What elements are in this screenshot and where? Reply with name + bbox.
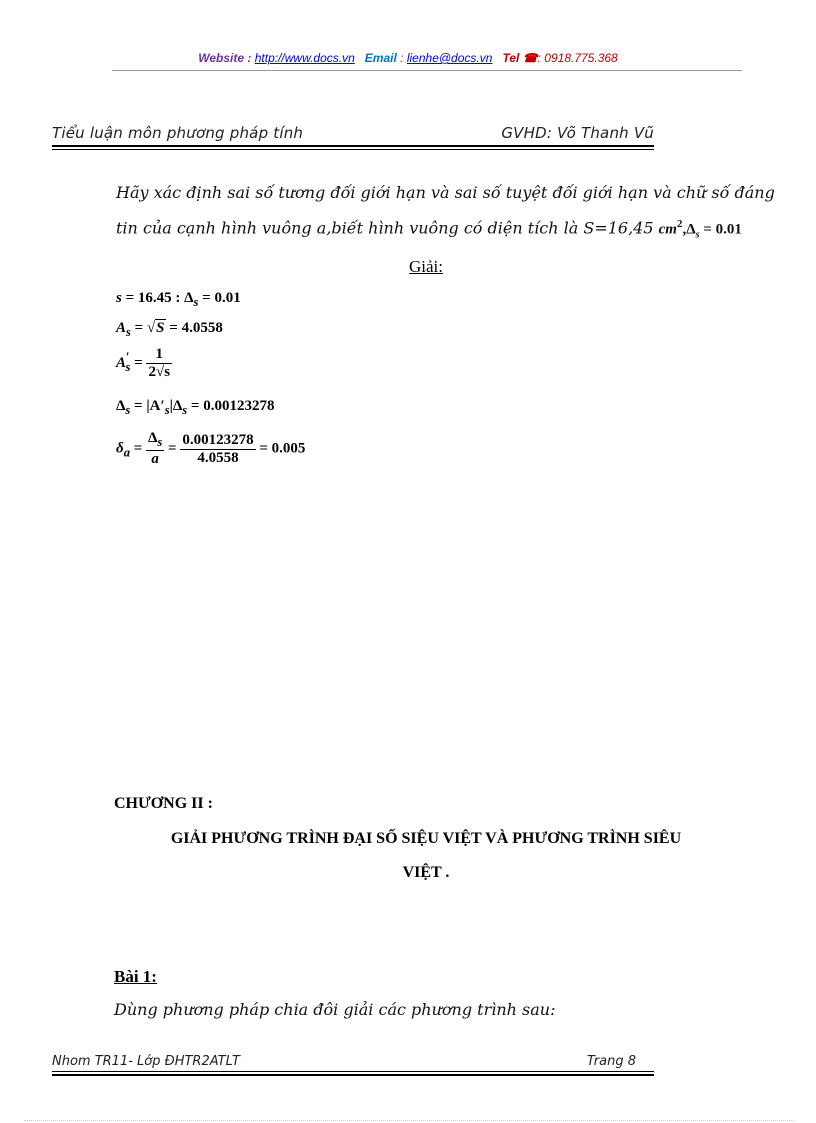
eq5-f1-denominator	[146, 451, 164, 468]
eq2-sub: s	[126, 325, 131, 339]
eq3-prime: ′	[126, 349, 130, 364]
eq3-eq: =	[130, 354, 143, 371]
chapter-label: CHƯƠNG II :	[114, 795, 213, 812]
eq4-mid-sub: s	[164, 403, 170, 417]
email-separator: :	[400, 51, 404, 65]
header-instructor: GVHD: Võ Thanh Vũ	[501, 124, 654, 142]
exercise-instruction: Dùng phương pháp chia đôi giải các phương trình sau:	[114, 1000, 556, 1019]
eq1-s: s	[116, 290, 122, 306]
footer-group-class: Nhom TR11- Lớp ĐHTR2ATLT	[52, 1054, 240, 1069]
header-rule-thin	[52, 149, 654, 150]
eq5-f1-num-sub: s	[157, 435, 163, 449]
eq3-sub: s	[125, 359, 131, 374]
website-label: Website :	[198, 51, 252, 65]
eq4-value: = 0.00123278	[187, 398, 275, 414]
equation-1	[116, 290, 241, 310]
email-link[interactable]: lienhe@docs.vn	[406, 51, 493, 65]
eq5-delta: δ	[116, 440, 124, 457]
eq5-f1-den-a: a	[151, 451, 159, 467]
eq1-sub: s	[193, 295, 199, 309]
solution-heading: Giải:	[409, 257, 443, 276]
eq3-denominator: 2√s	[148, 364, 171, 380]
area-unit: cm	[658, 221, 677, 238]
website-link[interactable]: http://www.docs.vn	[254, 51, 355, 65]
problem-line-2-text: tin của cạnh hình vuông a,biết hình vuông có diện tích là S=16,45	[116, 218, 654, 238]
eq1-value: = 0.01	[198, 290, 241, 306]
phone-icon: ☎	[522, 51, 538, 65]
page-edge-dotted	[24, 1120, 794, 1121]
footer-page-number: Trang 8	[586, 1054, 636, 1069]
footer-rule-thick	[52, 1074, 654, 1076]
header-course-title: Tiểu luận môn phương pháp tính	[52, 124, 304, 142]
eq3-A: A	[116, 354, 127, 371]
area-delta-symbol: ,Δ	[682, 221, 696, 238]
area-unit-exponent: 2	[676, 218, 683, 230]
eq5-value: = 0.005	[259, 440, 306, 457]
eq5-eq: =	[129, 440, 143, 457]
chapter-title-line-2: VIỆT .	[402, 864, 450, 881]
area-delta-value: = 0.01	[699, 221, 742, 238]
tel-label: Tel	[502, 51, 520, 65]
website-bar-divider	[112, 70, 742, 71]
eq3-numerator: 1	[146, 346, 172, 364]
eq2-A: A	[116, 320, 127, 336]
problem-line-2	[116, 218, 742, 241]
header-rule-thick	[52, 145, 654, 147]
eq5-f2-denominator: 4.0558	[197, 449, 239, 466]
tel-value: : 0918.775.368	[537, 51, 618, 65]
running-header	[52, 124, 654, 146]
chapter-title-line-1: GIẢI PHƯƠNG TRÌNH ĐẠI SỐ SIỆU VIỆT VÀ PHƯƠNG TRÌNH SIÊU	[170, 830, 682, 847]
eq4-mid: = |A′	[130, 398, 165, 414]
email-label: Email	[364, 51, 397, 65]
exercise-label: Bài 1:	[114, 967, 157, 986]
eq5-f1-num-symbol: Δ	[148, 430, 158, 446]
eq5-f1-numerator	[146, 430, 164, 451]
eq4-sub: s	[125, 403, 131, 417]
eq5-eq2: =	[168, 440, 177, 457]
equation-4	[116, 398, 274, 418]
eq1-rest: = 16.45 : Δ	[121, 290, 194, 306]
eq4-delta: Δ	[116, 398, 126, 414]
website-bar	[0, 51, 816, 65]
eq4-bar: |Δ	[169, 398, 183, 414]
area-delta-sub: s	[695, 229, 700, 241]
eq2-S: S	[156, 320, 165, 336]
eq2-value: = 4.0558	[165, 320, 223, 336]
footer-rule-thin	[52, 1071, 654, 1072]
eq2-eq: = √	[130, 320, 156, 336]
running-footer	[52, 1054, 654, 1072]
eq5-f2-numerator: 0.00123278	[182, 431, 254, 448]
eq5-fraction-1	[146, 430, 164, 468]
equation-5	[116, 430, 305, 468]
problem-line-1: Hãy xác định sai số tương đối giới hạn và sai số tuyệt đối giới hạn và chữ số đáng	[116, 183, 775, 202]
eq3-fraction	[146, 346, 172, 381]
eq5-fraction-2	[180, 432, 255, 467]
equation-3	[116, 346, 172, 381]
equation-2	[116, 320, 223, 340]
eq5-sub: a	[123, 445, 130, 460]
eq4-bar-sub: s	[182, 403, 188, 417]
